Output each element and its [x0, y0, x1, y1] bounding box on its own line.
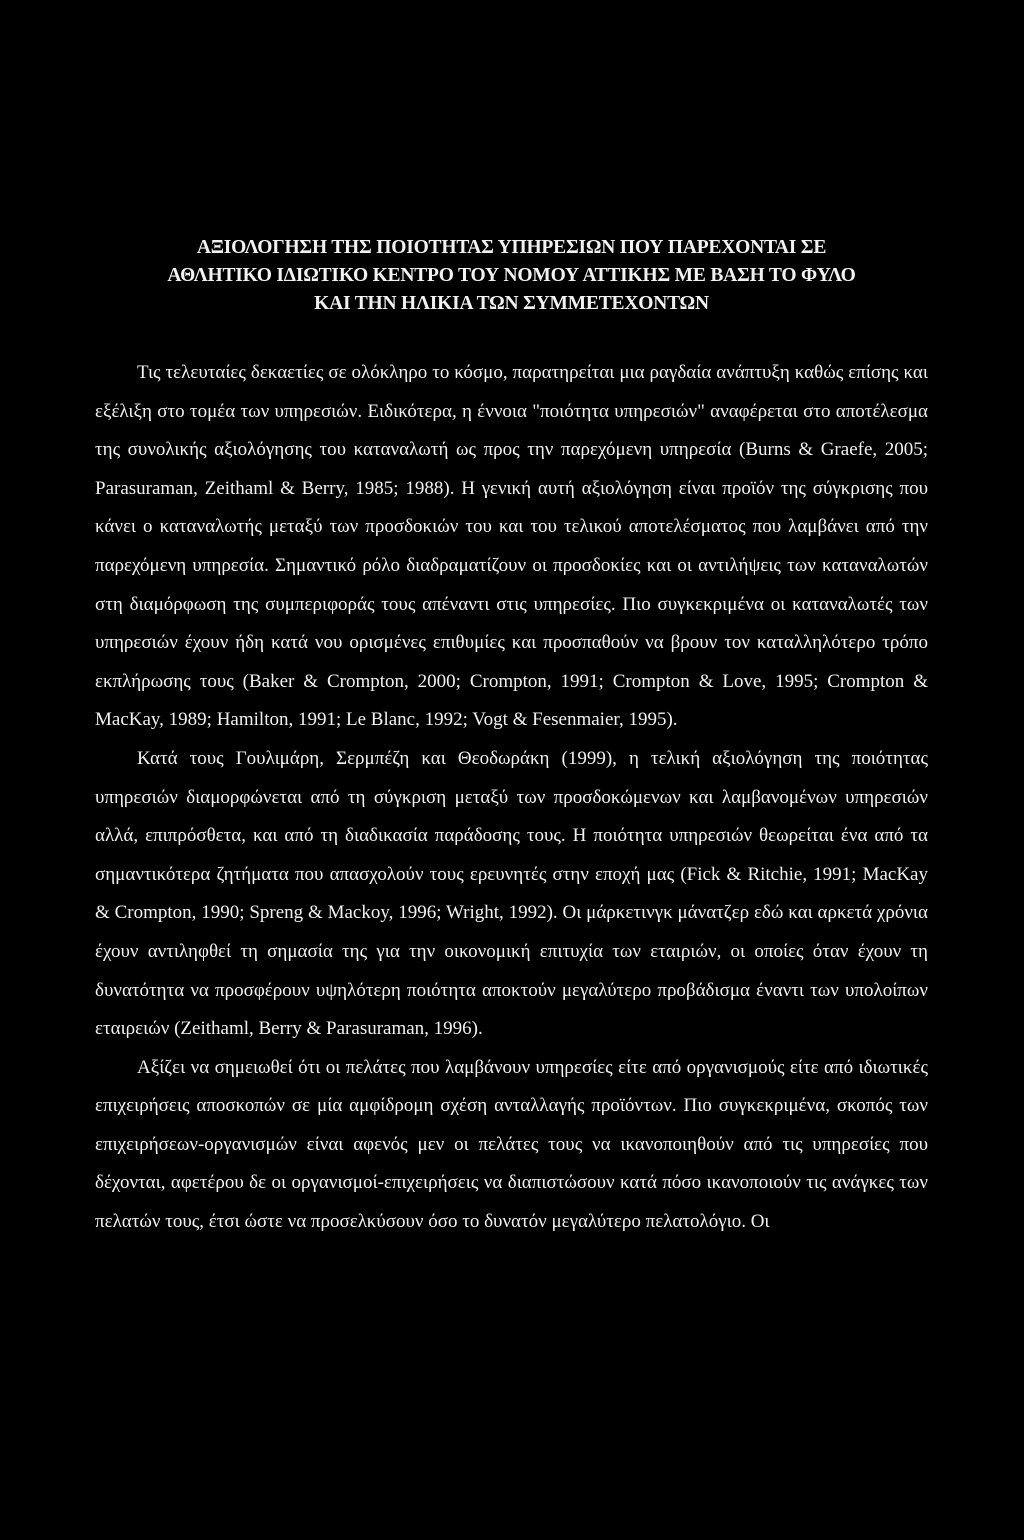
- document-title: [95, 234, 928, 318]
- document-page: [95, 234, 928, 1242]
- title-line-2: ΑΘΛΗΤΙΚΟ ΙΔΙΩΤΙΚΟ ΚΕΝΤΡΟ ΤΟΥ ΝΟΜΟΥ ΑΤΤΙΚΗΣ ΜΕ ΒΑΣΗ ΤΟ ΦΥΛΟ: [167, 265, 856, 286]
- title-line-1: ΑΞΙΟΛΟΓΗΣΗ ΤΗΣ ΠΟΙΟΤΗΤΑΣ ΥΠΗΡΕΣΙΩΝ ΠΟΥ ΠΑΡΕΧΟΝΤΑΙ ΣΕ: [196, 237, 827, 258]
- body-paragraph-1: Τις τελευταίες δεκαετίες σε ολόκληρο το κόσμο, παρατηρείται μια ραγδαία ανάπτυξη καθώς επίσης και εξέλιξη στο τομέα των υπηρεσιών. Ειδικότερα, η έννοια "ποιότητα υπηρεσιών" αναφέρεται στο αποτέλεσμα της συνολικής αξιολόγησης του καταναλωτή ως προς την παρεχόμενη υπηρεσία (Burns & Graefe, 2005; Parasuraman, Zeithaml & Berry, 1985; 1988). Η γενική αυτή αξιολόγηση είναι προϊόν της σύγκρισης που κάνει ο καταναλωτής μεταξύ των προσδοκιών του και του τελικού αποτελέσματος που λαμβάνει από την παρεχόμενη υπηρεσία. Σημαντικό ρόλο διαδραματίζουν οι προσδοκίες και οι αντιλήψεις των καταναλωτών στη διαμόρφωση της συμπεριφοράς τους απέναντι στις υπηρεσίες. Πιο συγκεκριμένα οι καταναλωτές των υπηρεσιών έχουν ήδη κατά νου ορισμένες επιθυμίες και προσπαθούν να βρουν τον καταλληλότερο τρόπο εκπλήρωσης τους (Baker & Crompton, 2000; Crompton, 1991; Crompton & Love, 1995; Crompton & MacKay, 1989; Hamilton, 1991; Le Blanc, 1992; Vogt & Fesenmaier, 1995).: [95, 362, 928, 731]
- title-line-3: ΚΑΙ ΤΗΝ ΗΛΙΚΙΑ ΤΩΝ ΣΥΜΜΕΤΕΧΟΝΤΩΝ: [314, 293, 709, 314]
- body-paragraph-3: Αξίζει να σημειωθεί ότι οι πελάτες που λαμβάνουν υπηρεσίες είτε από οργανισμούς είτε από ιδιωτικές επιχειρήσεις αποσκοπών σε μία αμφίδρομη σχέση ανταλλαγής προϊόντων. Πιο συγκεκριμένα, σκοπός των επιχειρήσεων-οργανισμών είναι αφενός μεν οι πελάτες τους να ικανοποιηθούν από τις υπηρεσίες που δέχονται, αφετέρου δε οι οργανισμοί-επιχειρήσεις να διαπιστώσουν κατά πόσο ικανοποιούν τις ανάγκες των πελατών τους, έτσι ώστε να προσελκύσουν όσο το δυνατόν μεγαλύτερο πελατολόγιο. Οι: [95, 1056, 928, 1233]
- body-paragraph-2: Κατά τους Γουλιμάρη, Σερμπέζη και Θεοδωράκη (1999), η τελική αξιολόγηση της ποιότητας υπηρεσιών διαμορφώνεται από τη σύγκριση μεταξύ των προσδοκώμενων και λαμβανομένων υπηρεσιών αλλά, επιπρόσθετα, και από τη διαδικασία παράδοσης τους. Η ποιότητα υπηρεσιών θεωρείται ένα από τα σημαντικότερα ζητήματα που απασχολούν τους ερευνητές στην εποχή μας (Fick & Ritchie, 1991; MacKay & Crompton, 1990; Spreng & Mackoy, 1996; Wright, 1992). Οι μάρκετινγκ μάνατζερ εδώ και αρκετά χρόνια έχουν αντιληφθεί τη σημασία της για την οικονομική επιτυχία των εταιριών, οι οποίες όταν έχουν τη δυνατότητα να προσφέρουν υψηλότερη ποιότητα αποκτούν μεγαλύτερο προβάδισμα έναντι των υπολοίπων εταιρειών (Zeithaml, Berry & Parasuraman, 1996).: [95, 747, 928, 1040]
